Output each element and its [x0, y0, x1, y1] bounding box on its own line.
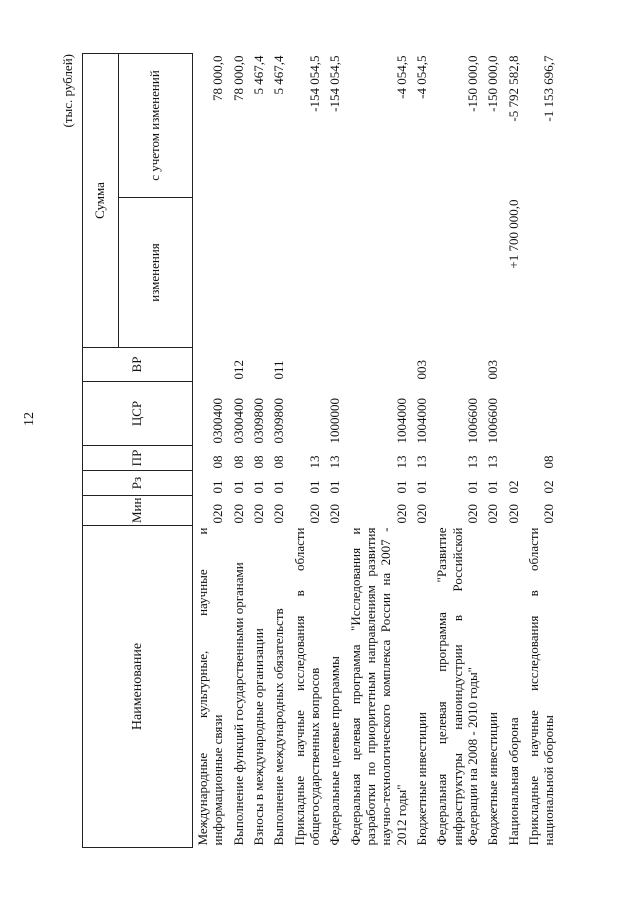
row-change	[249, 198, 269, 348]
table-row	[249, 54, 269, 848]
row-pr: 08	[271, 455, 287, 469]
budget-rows	[193, 54, 560, 848]
row-change	[524, 198, 560, 348]
row-pr: 13	[306, 455, 322, 469]
header-pr: ПР	[83, 446, 193, 471]
row-rz: 01	[306, 480, 322, 494]
budget-table	[82, 53, 560, 848]
row-min: 020	[541, 504, 557, 524]
row-vr: 003	[413, 360, 429, 380]
row-pr: 13	[393, 455, 409, 469]
table-row	[504, 54, 524, 848]
row-pr: 08	[541, 455, 557, 469]
header-sum: Сумма	[83, 54, 119, 348]
unit-note: (тыс. рублей)	[60, 54, 75, 128]
row-min: 020	[271, 504, 287, 524]
row-rz: 01	[485, 480, 501, 494]
table-row	[432, 54, 483, 848]
header-min: Мин	[83, 496, 193, 526]
row-rz: 01	[230, 480, 246, 494]
row-name: Международные культурные, научные и информационные связи	[195, 527, 226, 846]
table-row	[325, 54, 345, 848]
row-change	[229, 198, 249, 348]
table-row	[524, 54, 560, 848]
row-total: -4 054,5	[393, 55, 409, 99]
row-vr: 003	[485, 360, 501, 380]
row-min: 020	[485, 504, 501, 524]
row-total: -150 000,0	[464, 55, 480, 112]
row-rz: 01	[327, 480, 343, 494]
row-pr	[504, 446, 524, 471]
row-name: Бюджетные инвестиции	[413, 712, 429, 846]
row-min: 020	[230, 504, 246, 524]
row-min: 020	[393, 504, 409, 524]
row-pr: 13	[413, 455, 429, 469]
row-vr	[325, 348, 345, 382]
row-pr: 13	[464, 455, 480, 469]
row-csr	[504, 382, 524, 446]
rotated-page	[60, 48, 620, 848]
row-vr	[504, 348, 524, 382]
row-change	[290, 198, 326, 348]
row-name: Федеральная целевая программа "Исследования и разработки по приоритетным направлениям развития научно-технологического комплекса России на 2007 - 2012 годы"	[347, 527, 409, 846]
row-name: Прикладные научные исследования в области общегосударственных вопросов	[291, 527, 322, 846]
row-total: 5 467,4	[271, 55, 287, 95]
row-csr: 1006600	[485, 398, 501, 444]
row-csr	[290, 382, 326, 446]
row-csr: 1004000	[393, 398, 409, 444]
row-total: 78 000,0	[230, 55, 246, 101]
header-change: изменения	[119, 198, 193, 348]
row-pr: 08	[250, 455, 266, 469]
row-csr: 1000000	[327, 398, 343, 444]
row-min: 020	[250, 504, 266, 524]
row-change	[346, 198, 412, 348]
header-name: Наименование	[83, 526, 193, 848]
row-min: 020	[413, 504, 429, 524]
row-change	[432, 198, 483, 348]
row-pr: 08	[230, 455, 246, 469]
row-csr	[524, 382, 560, 446]
table-row	[269, 54, 289, 848]
row-vr: 011	[271, 360, 287, 380]
row-csr: 0300400	[210, 398, 226, 444]
row-total: 78 000,0	[210, 55, 226, 101]
table-row	[483, 54, 503, 848]
row-csr: 1004000	[413, 398, 429, 444]
page-number: 12	[22, 412, 37, 426]
header-csr: ЦСР	[83, 382, 193, 446]
row-total: -1 153 696,7	[541, 55, 557, 122]
row-csr: 1006600	[464, 398, 480, 444]
row-min: 020	[210, 504, 226, 524]
row-change	[325, 198, 345, 348]
header-vr: ВР	[83, 348, 193, 382]
row-change	[193, 198, 229, 348]
table-row	[229, 54, 249, 848]
row-total: -150 000,0	[485, 55, 501, 112]
row-rz: 01	[210, 480, 226, 494]
table-row	[346, 54, 412, 848]
row-csr: 0309800	[271, 398, 287, 444]
row-change	[269, 198, 289, 348]
row-min: 020	[306, 504, 322, 524]
row-total: -4 054,5	[413, 55, 429, 99]
row-vr	[290, 348, 326, 382]
row-total: -5 792 582,8	[505, 55, 521, 122]
row-csr: 0309800	[250, 398, 266, 444]
row-min: 020	[327, 504, 343, 524]
row-vr	[432, 348, 483, 382]
row-total: -154 054,5	[306, 55, 322, 112]
row-name: Федеральная целевая программа "Развитие инфраструктуры наноиндустрии в Российской Федерации на 2008 - 2010 годы"	[434, 527, 480, 846]
table-row	[290, 54, 326, 848]
row-change	[483, 198, 503, 348]
row-vr	[249, 348, 269, 382]
row-name: Прикладные научные исследования в области национальной обороны	[525, 527, 557, 846]
row-min: 020	[464, 504, 480, 524]
header-rz: Рз	[83, 471, 193, 496]
row-name: Федеральные целевые программы	[327, 656, 343, 846]
row-change: +1 700 000,0	[505, 199, 521, 269]
row-total: 5 467,4	[250, 55, 266, 95]
row-pr: 08	[210, 455, 226, 469]
row-min: 020	[505, 504, 521, 524]
row-vr	[193, 348, 229, 382]
row-rz: 01	[393, 480, 409, 494]
row-name: Выполнение функций государственными органами	[230, 562, 246, 846]
row-rz: 02	[541, 480, 557, 494]
table-row	[193, 54, 229, 848]
row-total: -154 054,5	[327, 55, 343, 112]
row-rz: 01	[271, 480, 287, 494]
row-rz: 01	[464, 480, 480, 494]
row-vr	[524, 348, 560, 382]
row-name: Национальная оборона	[505, 717, 521, 846]
row-name: Бюджетные инвестиции	[485, 712, 501, 846]
row-rz: 02	[505, 480, 521, 494]
row-name: Выполнение международных обязательств	[271, 608, 287, 846]
row-name: Взносы в международные организации	[250, 628, 266, 846]
header-with-change: с учетом изменений	[119, 54, 193, 198]
row-pr: 13	[485, 455, 501, 469]
row-vr: 012	[230, 360, 246, 380]
row-change	[412, 198, 432, 348]
row-vr	[346, 348, 412, 382]
row-rz: 01	[250, 480, 266, 494]
row-pr: 13	[327, 455, 343, 469]
table-row	[412, 54, 432, 848]
row-csr: 0300400	[230, 398, 246, 444]
row-rz: 01	[413, 480, 429, 494]
